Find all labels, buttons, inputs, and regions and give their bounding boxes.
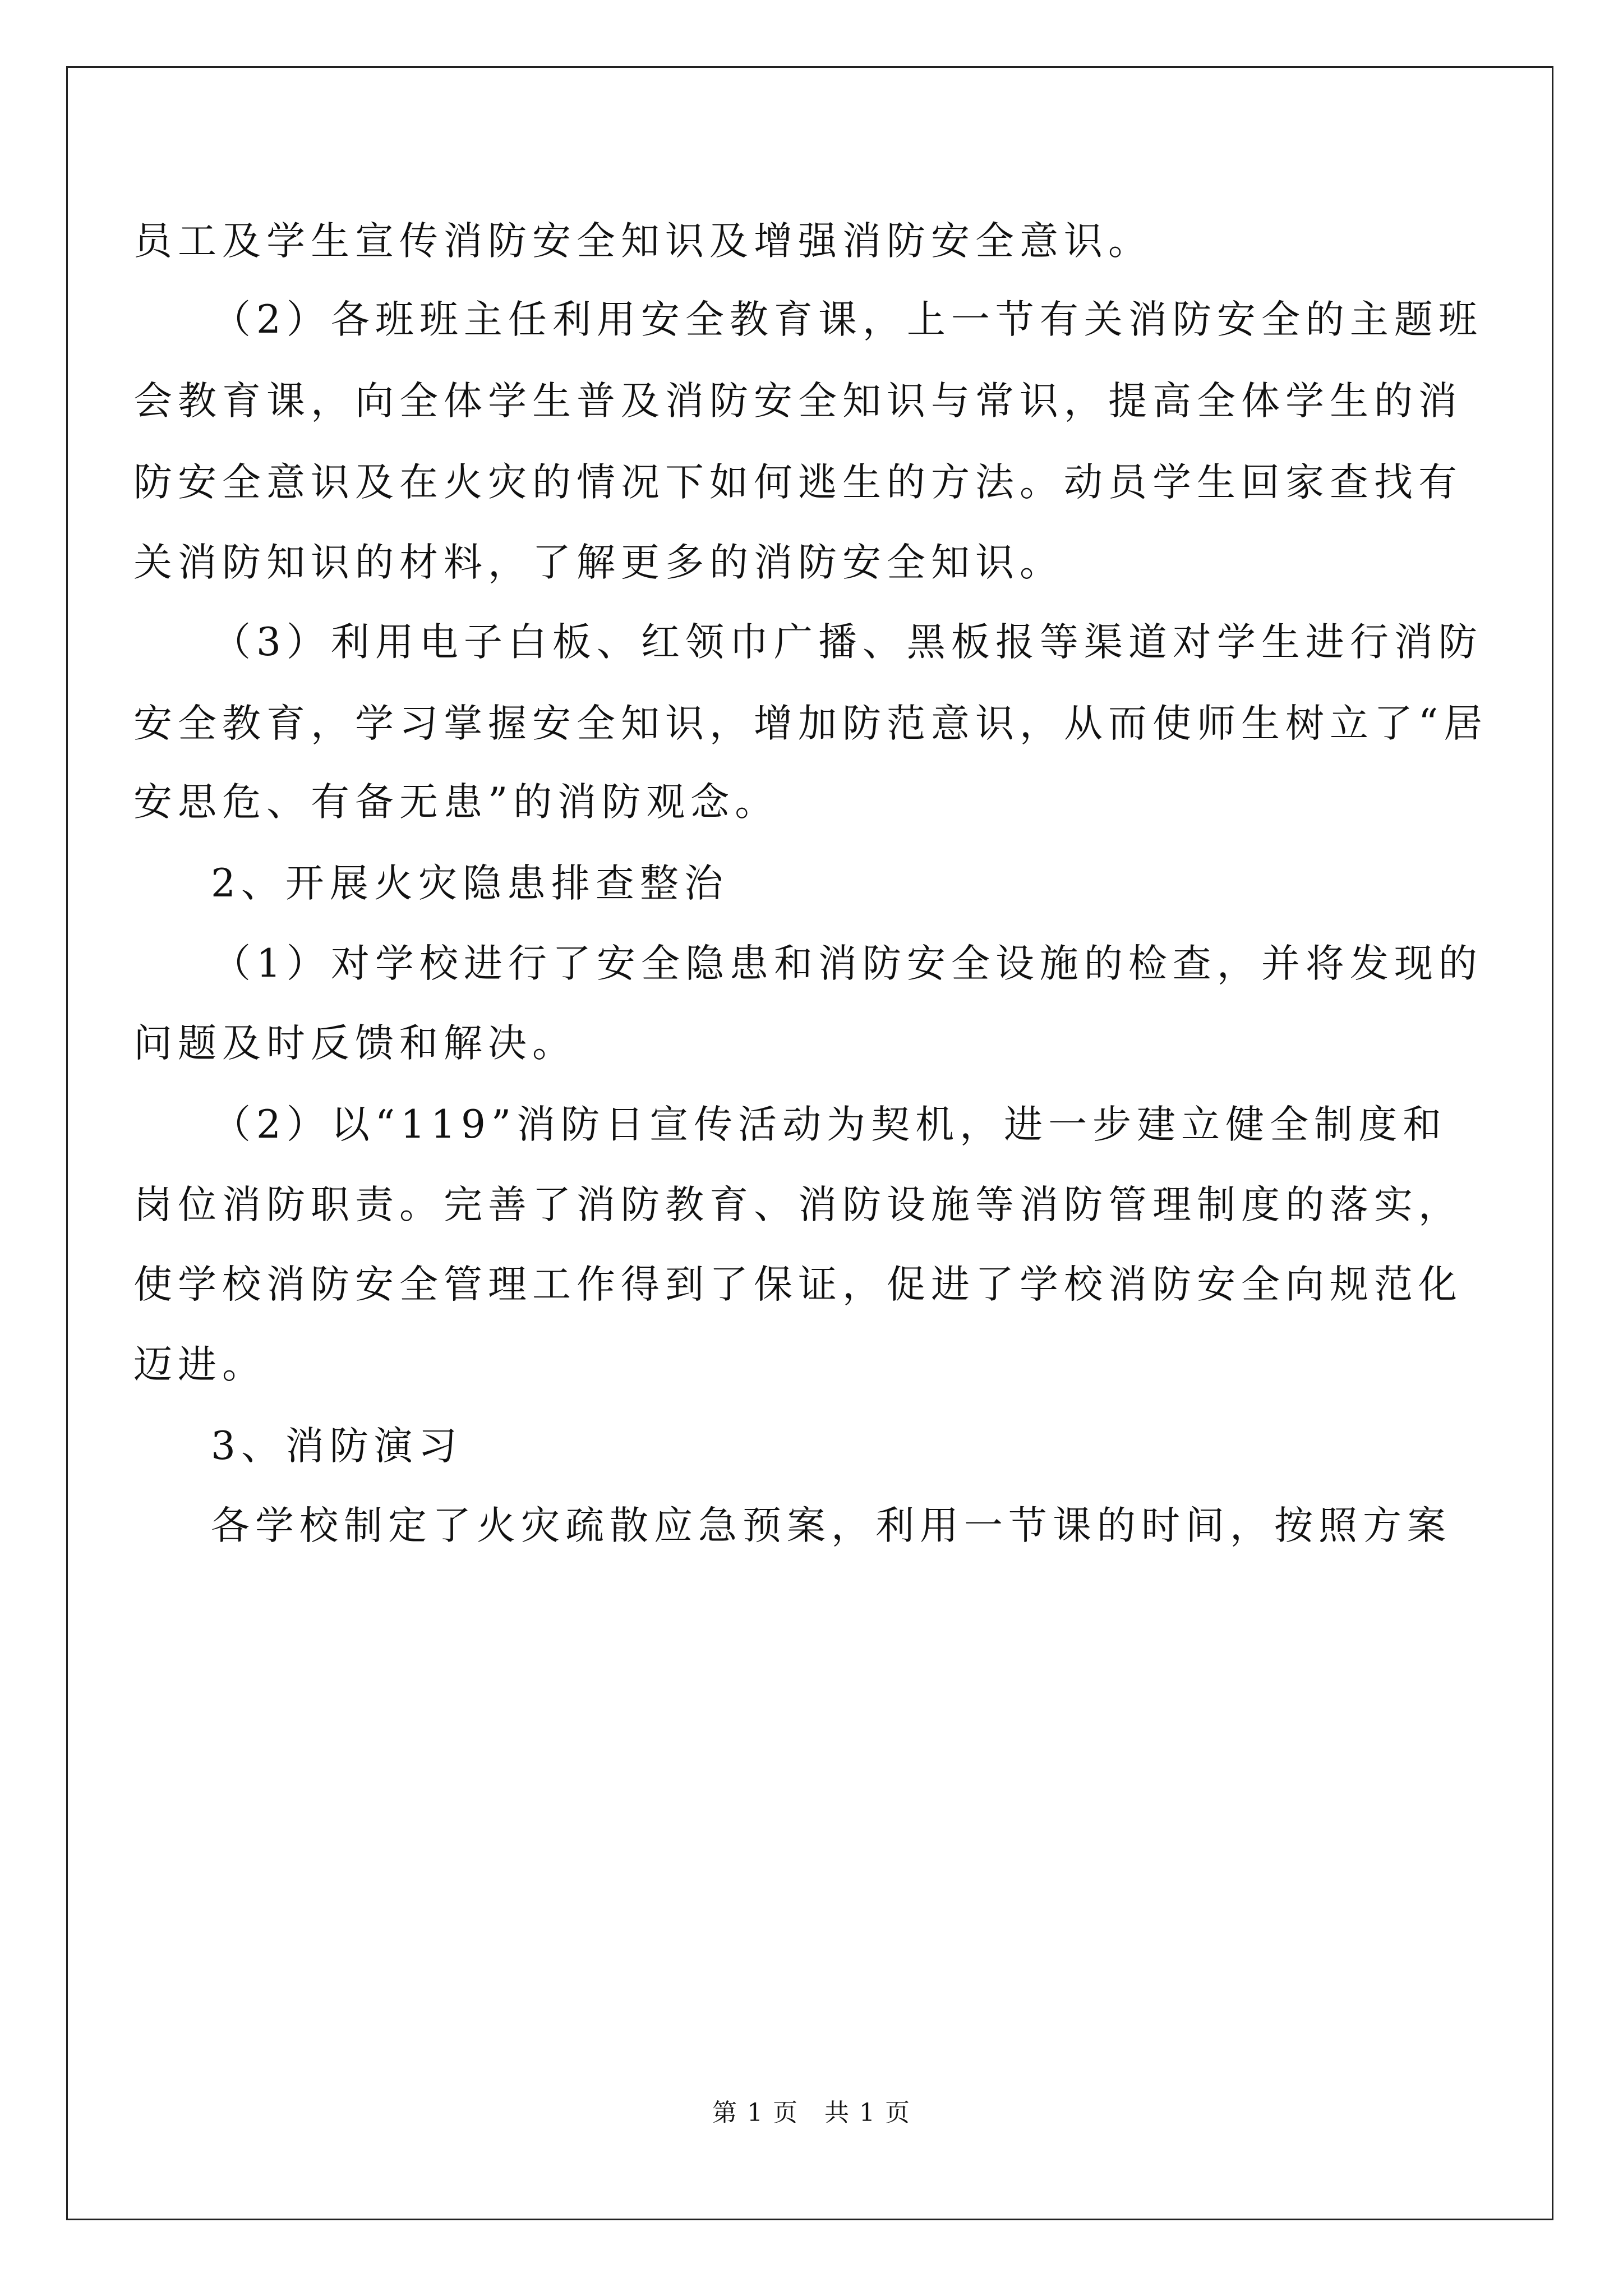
paragraph-line: （1）对学校进行了安全隐患和消防安全设施的检查，并将发现的 [212, 941, 1483, 986]
paragraph-line: 会教育课，向全体学生普及消防安全知识与常识，提高全体学生的消 [133, 379, 1463, 424]
paragraph-line: 员工及学生宣传消防安全知识及增强消防安全意识。 [133, 219, 1152, 264]
page-number: 第 1 页 共 1 页 [712, 2099, 911, 2127]
paragraph-line: 各学校制定了火灾疏散应急预案，利用一节课的时间，按照方案 [211, 1503, 1451, 1548]
paragraph-line: 使学校消防安全管理工作得到了保证，促进了学校消防安全向规范化 [133, 1262, 1463, 1307]
paragraph-line: （3）利用电子白板、红领巾广播、黑板报等渠道对学生进行消防 [212, 620, 1483, 665]
paragraph-line: 安思危、有备无患”的消防观念。 [133, 780, 780, 825]
paragraph-line: 安全教育，学习掌握安全知识，增加防范意识，从而使师生树立了“居 [133, 701, 1488, 746]
paragraph-line: 问题及时反馈和解决。 [133, 1021, 577, 1066]
paragraph-line: 关消防知识的材料，了解更多的消防安全知识。 [133, 540, 1064, 585]
paragraph-line: 岗位消防职责。完善了消防教育、消防设施等消防管理制度的落实， [133, 1182, 1463, 1227]
section-heading: 2、开展火灾隐患排查整治 [211, 861, 728, 906]
paragraph-line: 防安全意识及在火灾的情况下如何逃生的方法。动员学生回家查找有 [133, 460, 1463, 505]
paragraph-line: （2）以“119”消防日宣传活动为契机，进一步建立健全制度和 [212, 1102, 1447, 1147]
paragraph-line: （2）各班班主任利用安全教育课，上一节有关消防安全的主题班 [212, 297, 1483, 342]
section-heading: 3、消防演习 [211, 1424, 463, 1469]
paragraph-line: 迈进。 [133, 1342, 266, 1387]
